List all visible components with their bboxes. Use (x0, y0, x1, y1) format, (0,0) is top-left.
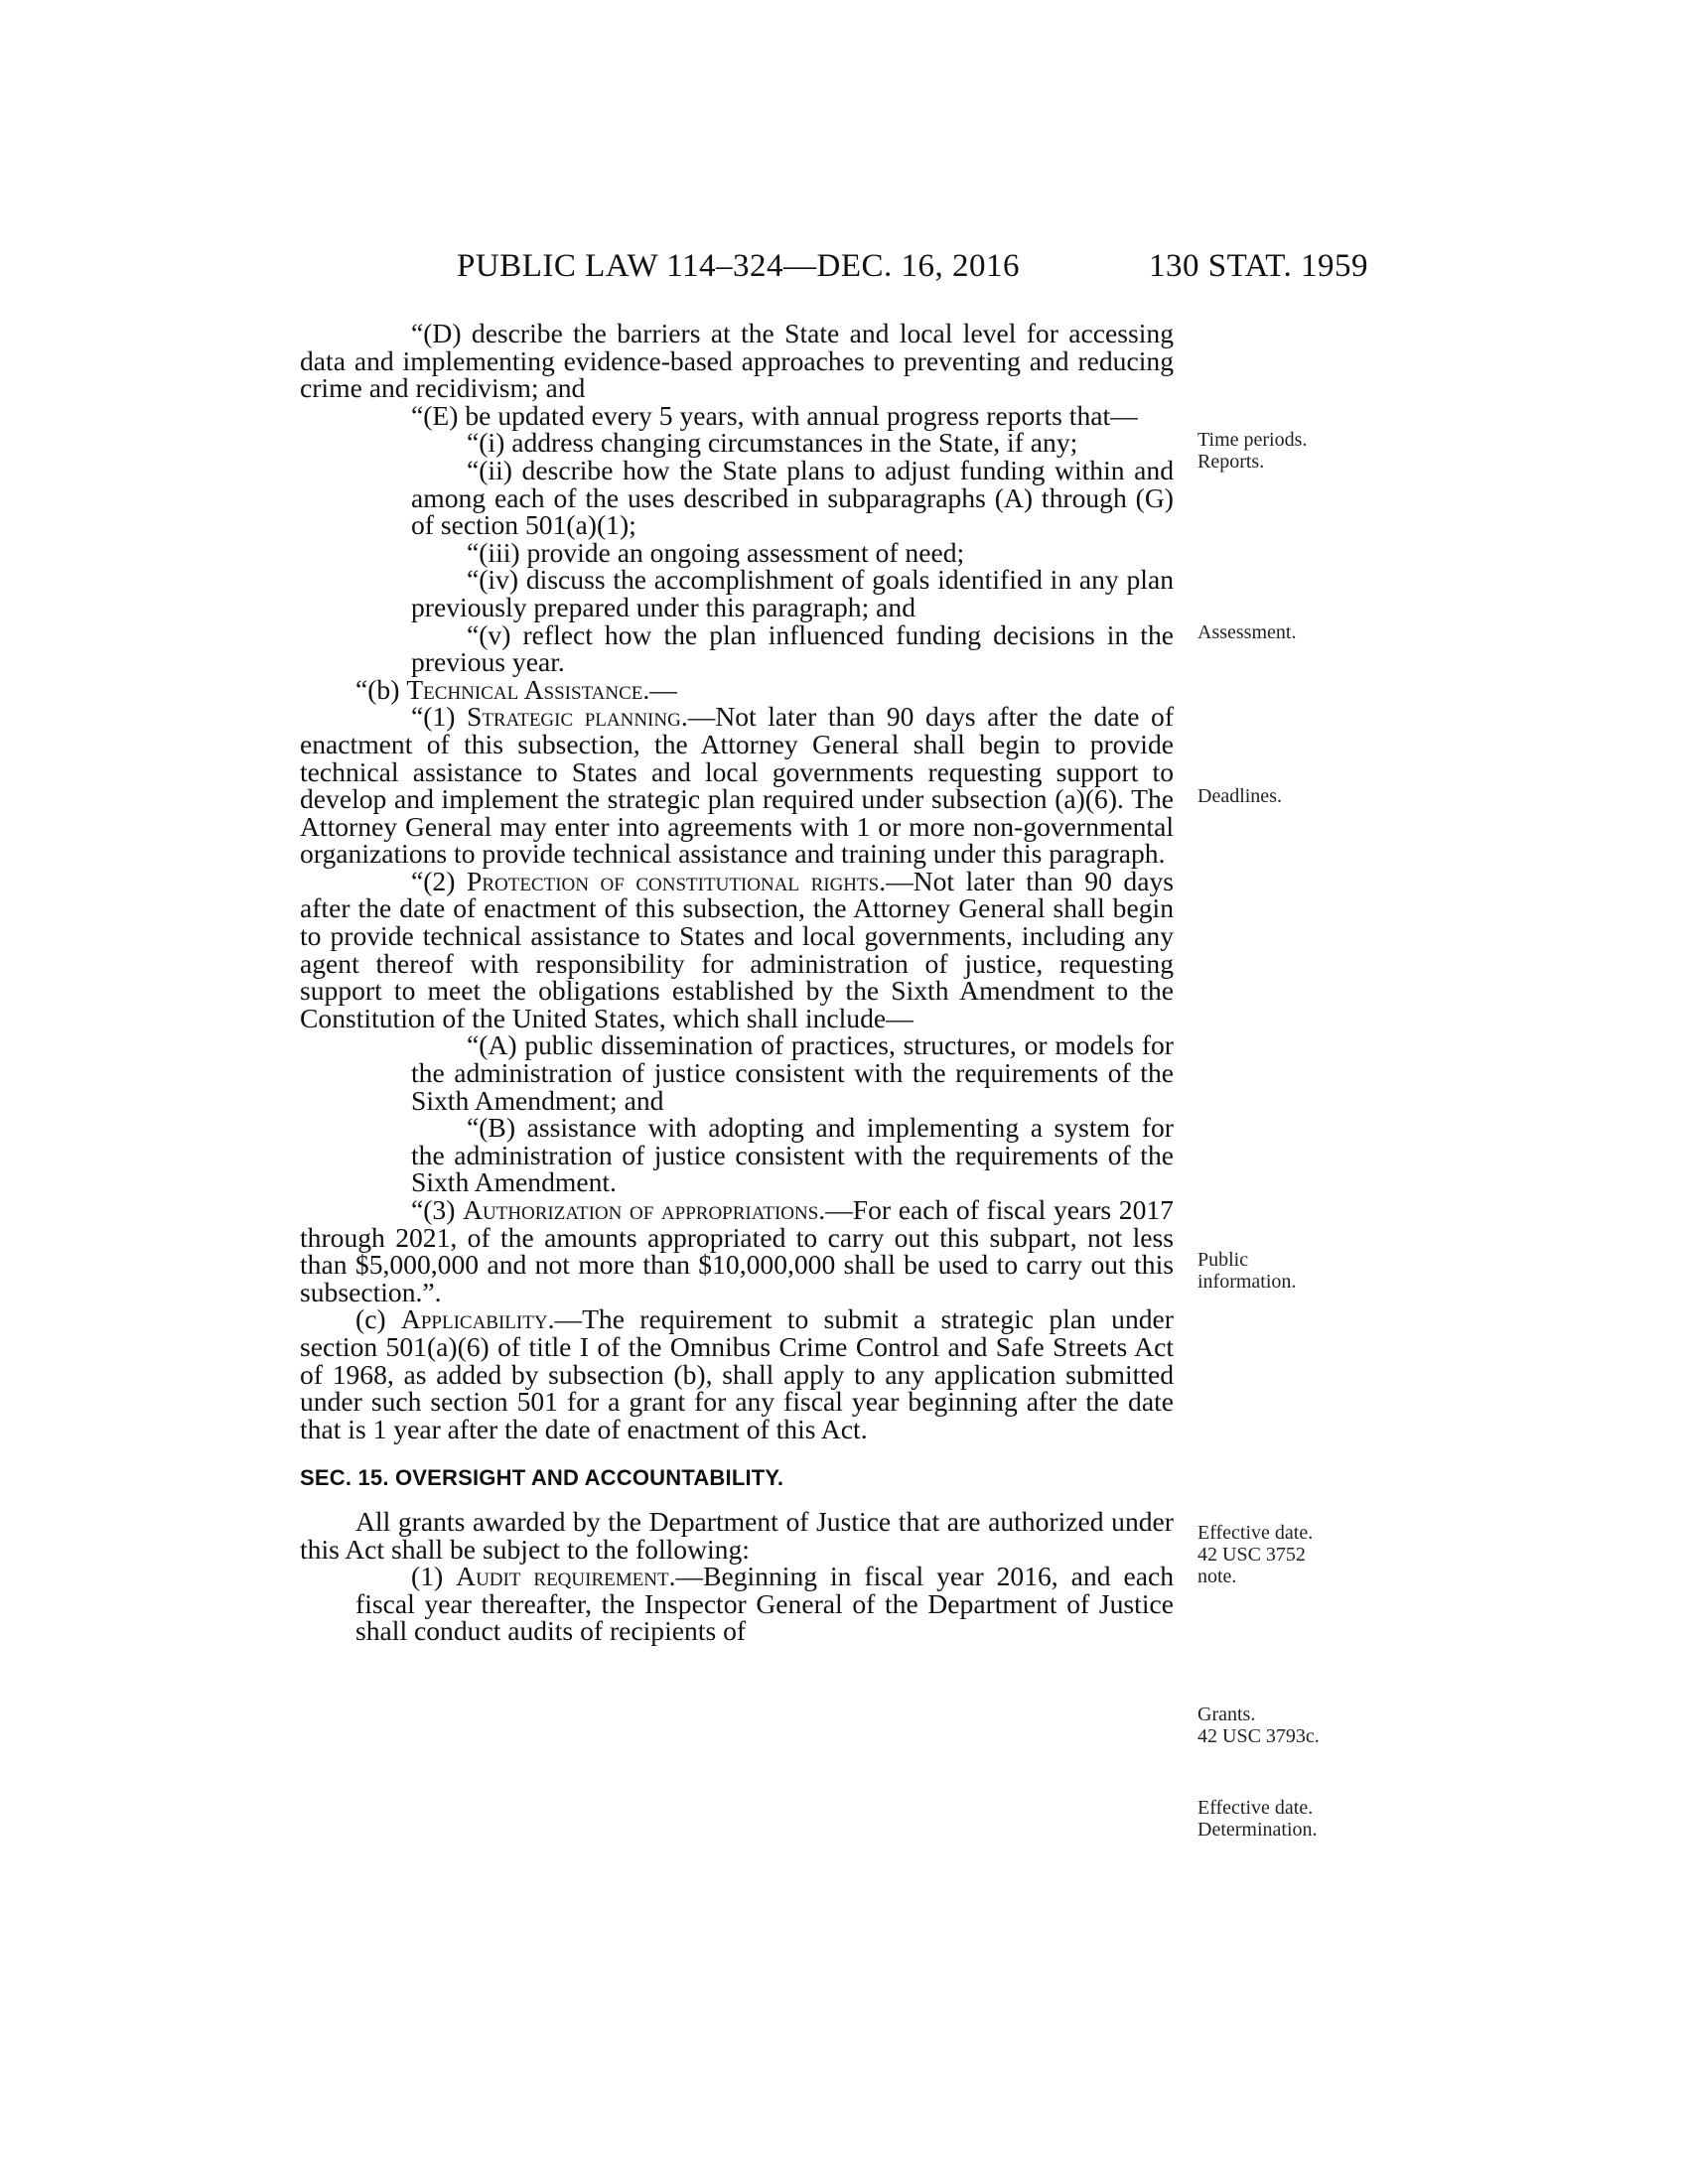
subparagraph-b2-b: “(B) assistance with adopting and implementing a system for the administration of justice consistent with the requirements of the Sixth Amendment. (411, 1112, 1174, 1198)
section-15-intro: All grants awarded by the Department of Justice that are authorized under this Act shall be subject to the following: (300, 1505, 1174, 1565)
margin-note-effective-date: Effective date. (1197, 1522, 1314, 1544)
paragraph-b3: “(3) Authorization of appropriations.—For each of fiscal years 2017 through 2021, of the amounts appropriated to carry out this subpart, not less than $5,000,000 and not more than $10,000,000 shall be used to carry out this subsection.”. (300, 1194, 1174, 1307)
paragraph-b1: “(1) Strategic planning.—Not later than 90 days after the date of enactment of this subsection, the Attorney General shall begin to provide technical assistance to States and local governments requesting support to develop and implement the strategic plan required under subsection (a)(6). The Attorney General may enter into agreements with 1 or more non-governmental organizations to provide technical assistance and training under this paragraph. (300, 701, 1175, 870)
paragraph-e: “(E) be updated every 5 years, with annual progress reports that— (411, 399, 1138, 431)
body-text (300, 320, 1174, 1645)
margin-note-effective-date-2: Effective date. (1197, 1797, 1314, 1819)
margin-note-grants: Grants. (1197, 1704, 1256, 1725)
section-15-heading: SEC. 15. OVERSIGHT AND ACCOUNTABILITY. (300, 1465, 784, 1491)
clause-e-i: “(i) address changing circumstances in the State, if any; (467, 427, 1078, 459)
clause-e-iii: “(iii) provide an ongoing assessment of need; (467, 536, 965, 568)
clause-e-v: “(v) reflect how the plan influenced funding decisions in the previous year. (411, 618, 1174, 678)
running-header-title: PUBLIC LAW 114–324—DEC. 16, 2016 (457, 248, 1021, 284)
margin-note-usc-3793c: 42 USC 3793c. (1197, 1725, 1320, 1747)
margin-note-reports: Reports. (1197, 451, 1265, 473)
margin-note-public: Public (1197, 1249, 1249, 1271)
paragraph-b2: “(2) Protection of constitutional rights.—Not later than 90 days after the date of enactment of this subsection, the Attorney General shall begin to provide technical assistance to States and local governments, including any agent thereof with responsibility for administration of justice, requesting support to meet the obligations established by the Sixth Amendment to the Constitution of the United States, which shall include— (300, 865, 1174, 1033)
subsection-c: (c) Applicability.—The requirement to submit a strategic plan under section 501(a)(6) of title I of the Omnibus Crime Control and Safe Streets Act of 1968, as added by subsection (b), shall apply to any application submitted under such section 501 for a grant for any fiscal year beginning after the date that is 1 year after the date of enactment of this Act. (300, 1303, 1174, 1444)
paragraph-audit-requirement: (1) Audit requirement.—Beginning in fiscal year 2016, and each fiscal year thereafter, the Inspector General of the Department of Justice shall conduct audits of recipients of (355, 1561, 1174, 1647)
margin-note-usc-3752: 42 USC 3752 (1197, 1544, 1306, 1566)
margin-note-deadlines: Deadlines. (1197, 785, 1282, 807)
margin-note-assessment: Assessment. (1197, 621, 1297, 643)
clause-e-ii: “(ii) describe how the State plans to adjust funding within and among each of the uses described in subparagraphs (A) through (G) of section 501(a)(1); (411, 454, 1174, 541)
margin-note-information: information. (1197, 1271, 1297, 1293)
subsection-b-heading: “(b) Technical Assistance.— (355, 673, 677, 705)
paragraph-d: “(D) describe the barriers at the State and local level for accessing data and implementing evidence-based approaches to preventing and reducing crime and recidivism; and (300, 318, 1174, 404)
clause-e-iv: “(iv) discuss the accomplishment of goals identified in any plan previously prepared under this paragraph; and (411, 564, 1174, 622)
margin-note-time-periods: Time periods. (1197, 429, 1308, 451)
margin-note-determination: Determination. (1197, 1819, 1318, 1841)
margin-note-note: note. (1197, 1566, 1237, 1587)
page-number: 130 STAT. 1959 (1148, 248, 1368, 284)
subparagraph-b2-a: “(A) public dissemination of practices, structures, or models for the administration of justice consistent with the requirements of the Sixth Amendment; and (411, 1029, 1174, 1116)
